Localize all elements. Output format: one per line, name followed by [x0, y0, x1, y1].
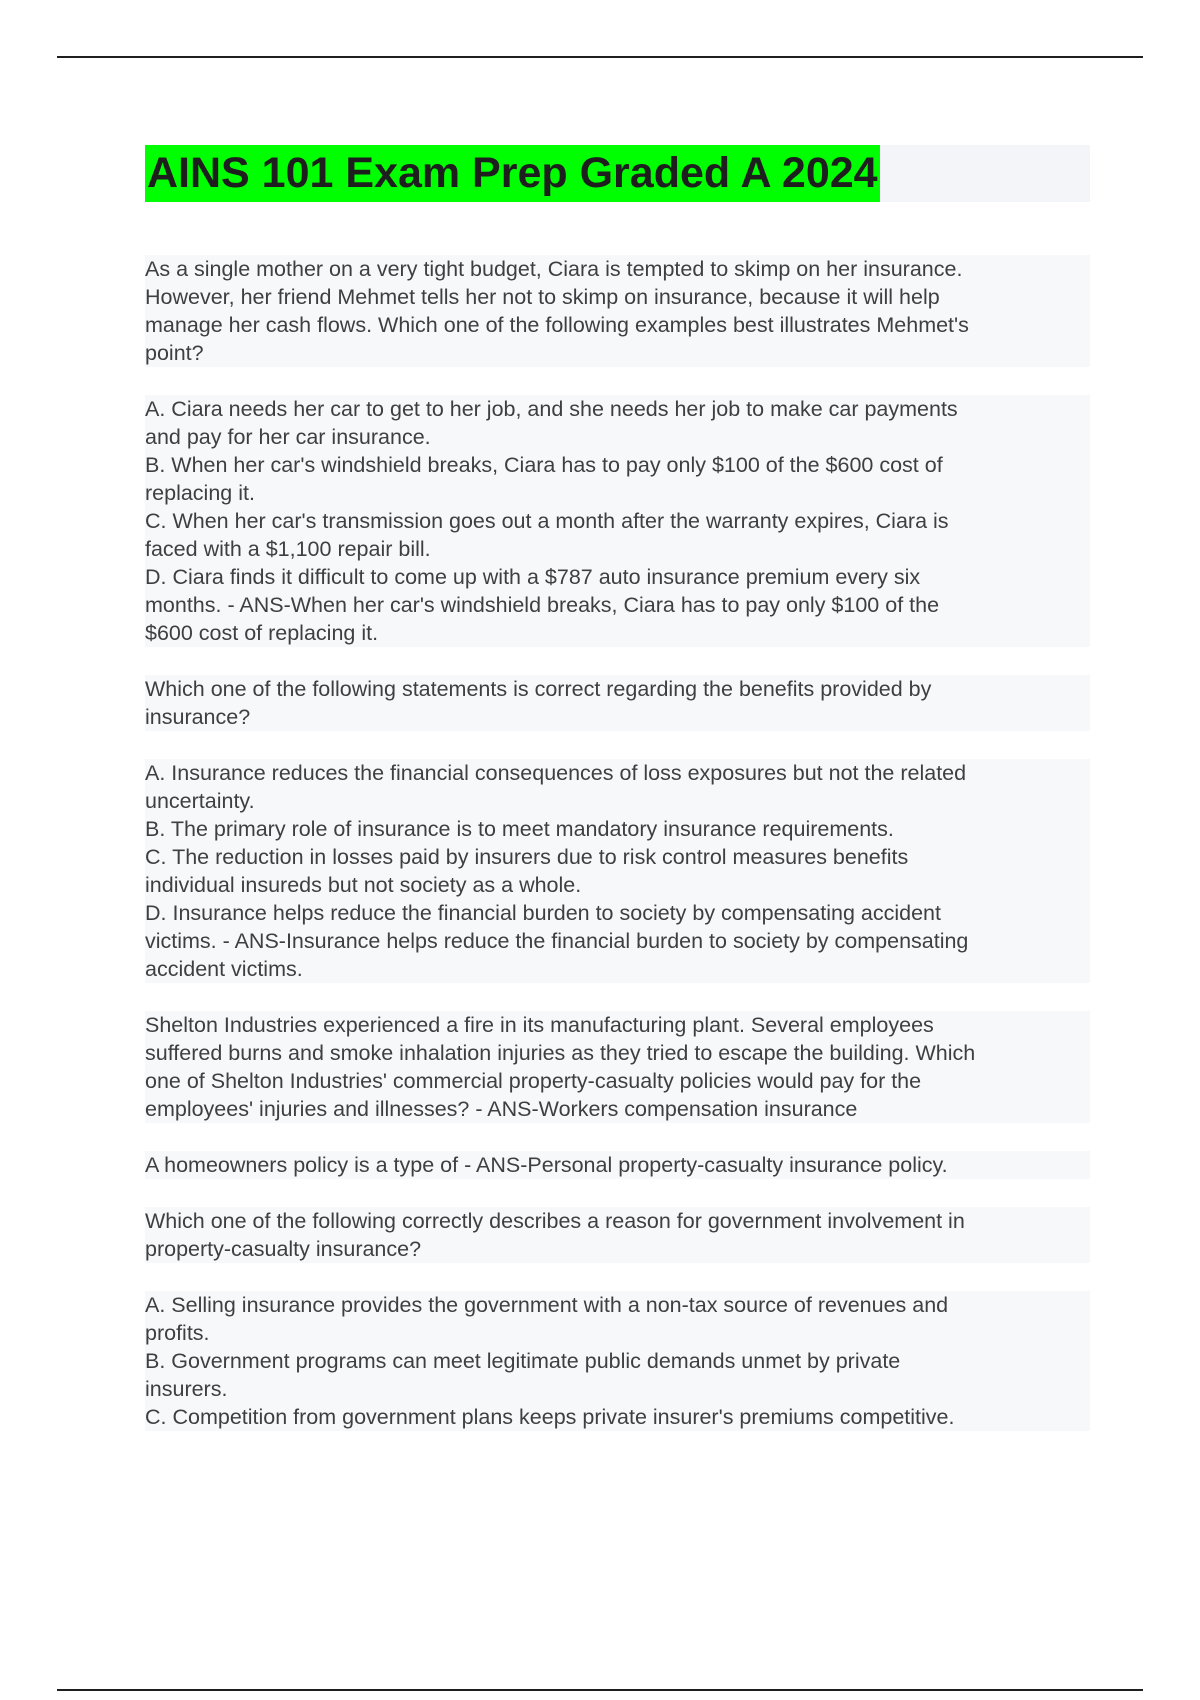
text-line: faced with a $1,100 repair bill. — [145, 537, 431, 561]
text-line: C. The reduction in losses paid by insurers due to risk control measures benefits — [145, 845, 909, 869]
question-2-options — [145, 759, 1090, 983]
text-line: A. Insurance reduces the financial consequences of loss exposures but not the related — [145, 761, 967, 785]
text-line: Which one of the following statements is correct regarding the benefits provided by — [145, 677, 932, 701]
text-line: property-casualty insurance? — [145, 1237, 422, 1261]
text-line: insurers. — [145, 1377, 228, 1401]
text-line: accident victims. — [145, 957, 303, 981]
text-line: A. Selling insurance provides the government with a non-tax source of revenues and — [145, 1293, 949, 1317]
question-1-options — [145, 395, 1090, 647]
text-line: individual insureds but not society as a whole. — [145, 873, 582, 897]
text-line: B. The primary role of insurance is to meet mandatory insurance requirements. — [145, 817, 894, 841]
text-line: suffered burns and smoke inhalation injuries as they tried to escape the building. Which — [145, 1041, 976, 1065]
text-line: A. Ciara needs her car to get to her job, and she needs her job to make car payments — [145, 397, 958, 421]
text-line: As a single mother on a very tight budget, Ciara is tempted to skimp on her insurance. — [145, 257, 963, 281]
question-1-stem — [145, 255, 1090, 367]
text-line: point? — [145, 341, 204, 365]
text-line: B. When her car's windshield breaks, Ciara has to pay only $100 of the $600 cost of — [145, 453, 943, 477]
text-line: profits. — [145, 1321, 210, 1345]
text-line: C. When her car's transmission goes out a month after the warranty expires, Ciara is — [145, 509, 949, 533]
bottom-rule — [57, 1689, 1143, 1691]
question-5-stem — [145, 1207, 1090, 1263]
text-line: uncertainty. — [145, 789, 255, 813]
text-line: $600 cost of replacing it. — [145, 621, 379, 645]
text-line: one of Shelton Industries' commercial property-casualty policies would pay for the — [145, 1069, 922, 1093]
text-line: and pay for her car insurance. — [145, 425, 431, 449]
text-line: A homeowners policy is a type of - ANS-Personal property-casualty insurance policy. — [145, 1153, 948, 1177]
text-line: replacing it. — [145, 481, 255, 505]
document-body — [145, 255, 1090, 1459]
text-line: insurance? — [145, 705, 251, 729]
document-title: AINS 101 Exam Prep Graded A 2024 — [145, 145, 880, 202]
top-rule — [57, 56, 1143, 58]
text-line: victims. - ANS-Insurance helps reduce the financial burden to society by compensating — [145, 929, 969, 953]
question-5-options — [145, 1291, 1090, 1431]
question-4 — [145, 1151, 1090, 1179]
question-2-stem — [145, 675, 1090, 731]
text-line: However, her friend Mehmet tells her not to skimp on insurance, because it will help — [145, 285, 940, 309]
text-line: D. Ciara finds it difficult to come up with a $787 auto insurance premium every six — [145, 565, 921, 589]
text-line: manage her cash flows. Which one of the following examples best illustrates Mehmet's — [145, 313, 969, 337]
question-3 — [145, 1011, 1090, 1123]
text-line: D. Insurance helps reduce the financial burden to society by compensating accident — [145, 901, 941, 925]
text-line: C. Competition from government plans keeps private insurer's premiums competitive. — [145, 1405, 955, 1429]
text-line: Shelton Industries experienced a fire in its manufacturing plant. Several employees — [145, 1013, 934, 1037]
text-line: B. Government programs can meet legitimate public demands unmet by private — [145, 1349, 901, 1373]
text-line: Which one of the following correctly describes a reason for government involvement in — [145, 1209, 965, 1233]
text-line: months. - ANS-When her car's windshield breaks, Ciara has to pay only $100 of the — [145, 593, 940, 617]
text-line: employees' injuries and illnesses? - ANS-Workers compensation insurance — [145, 1097, 858, 1121]
